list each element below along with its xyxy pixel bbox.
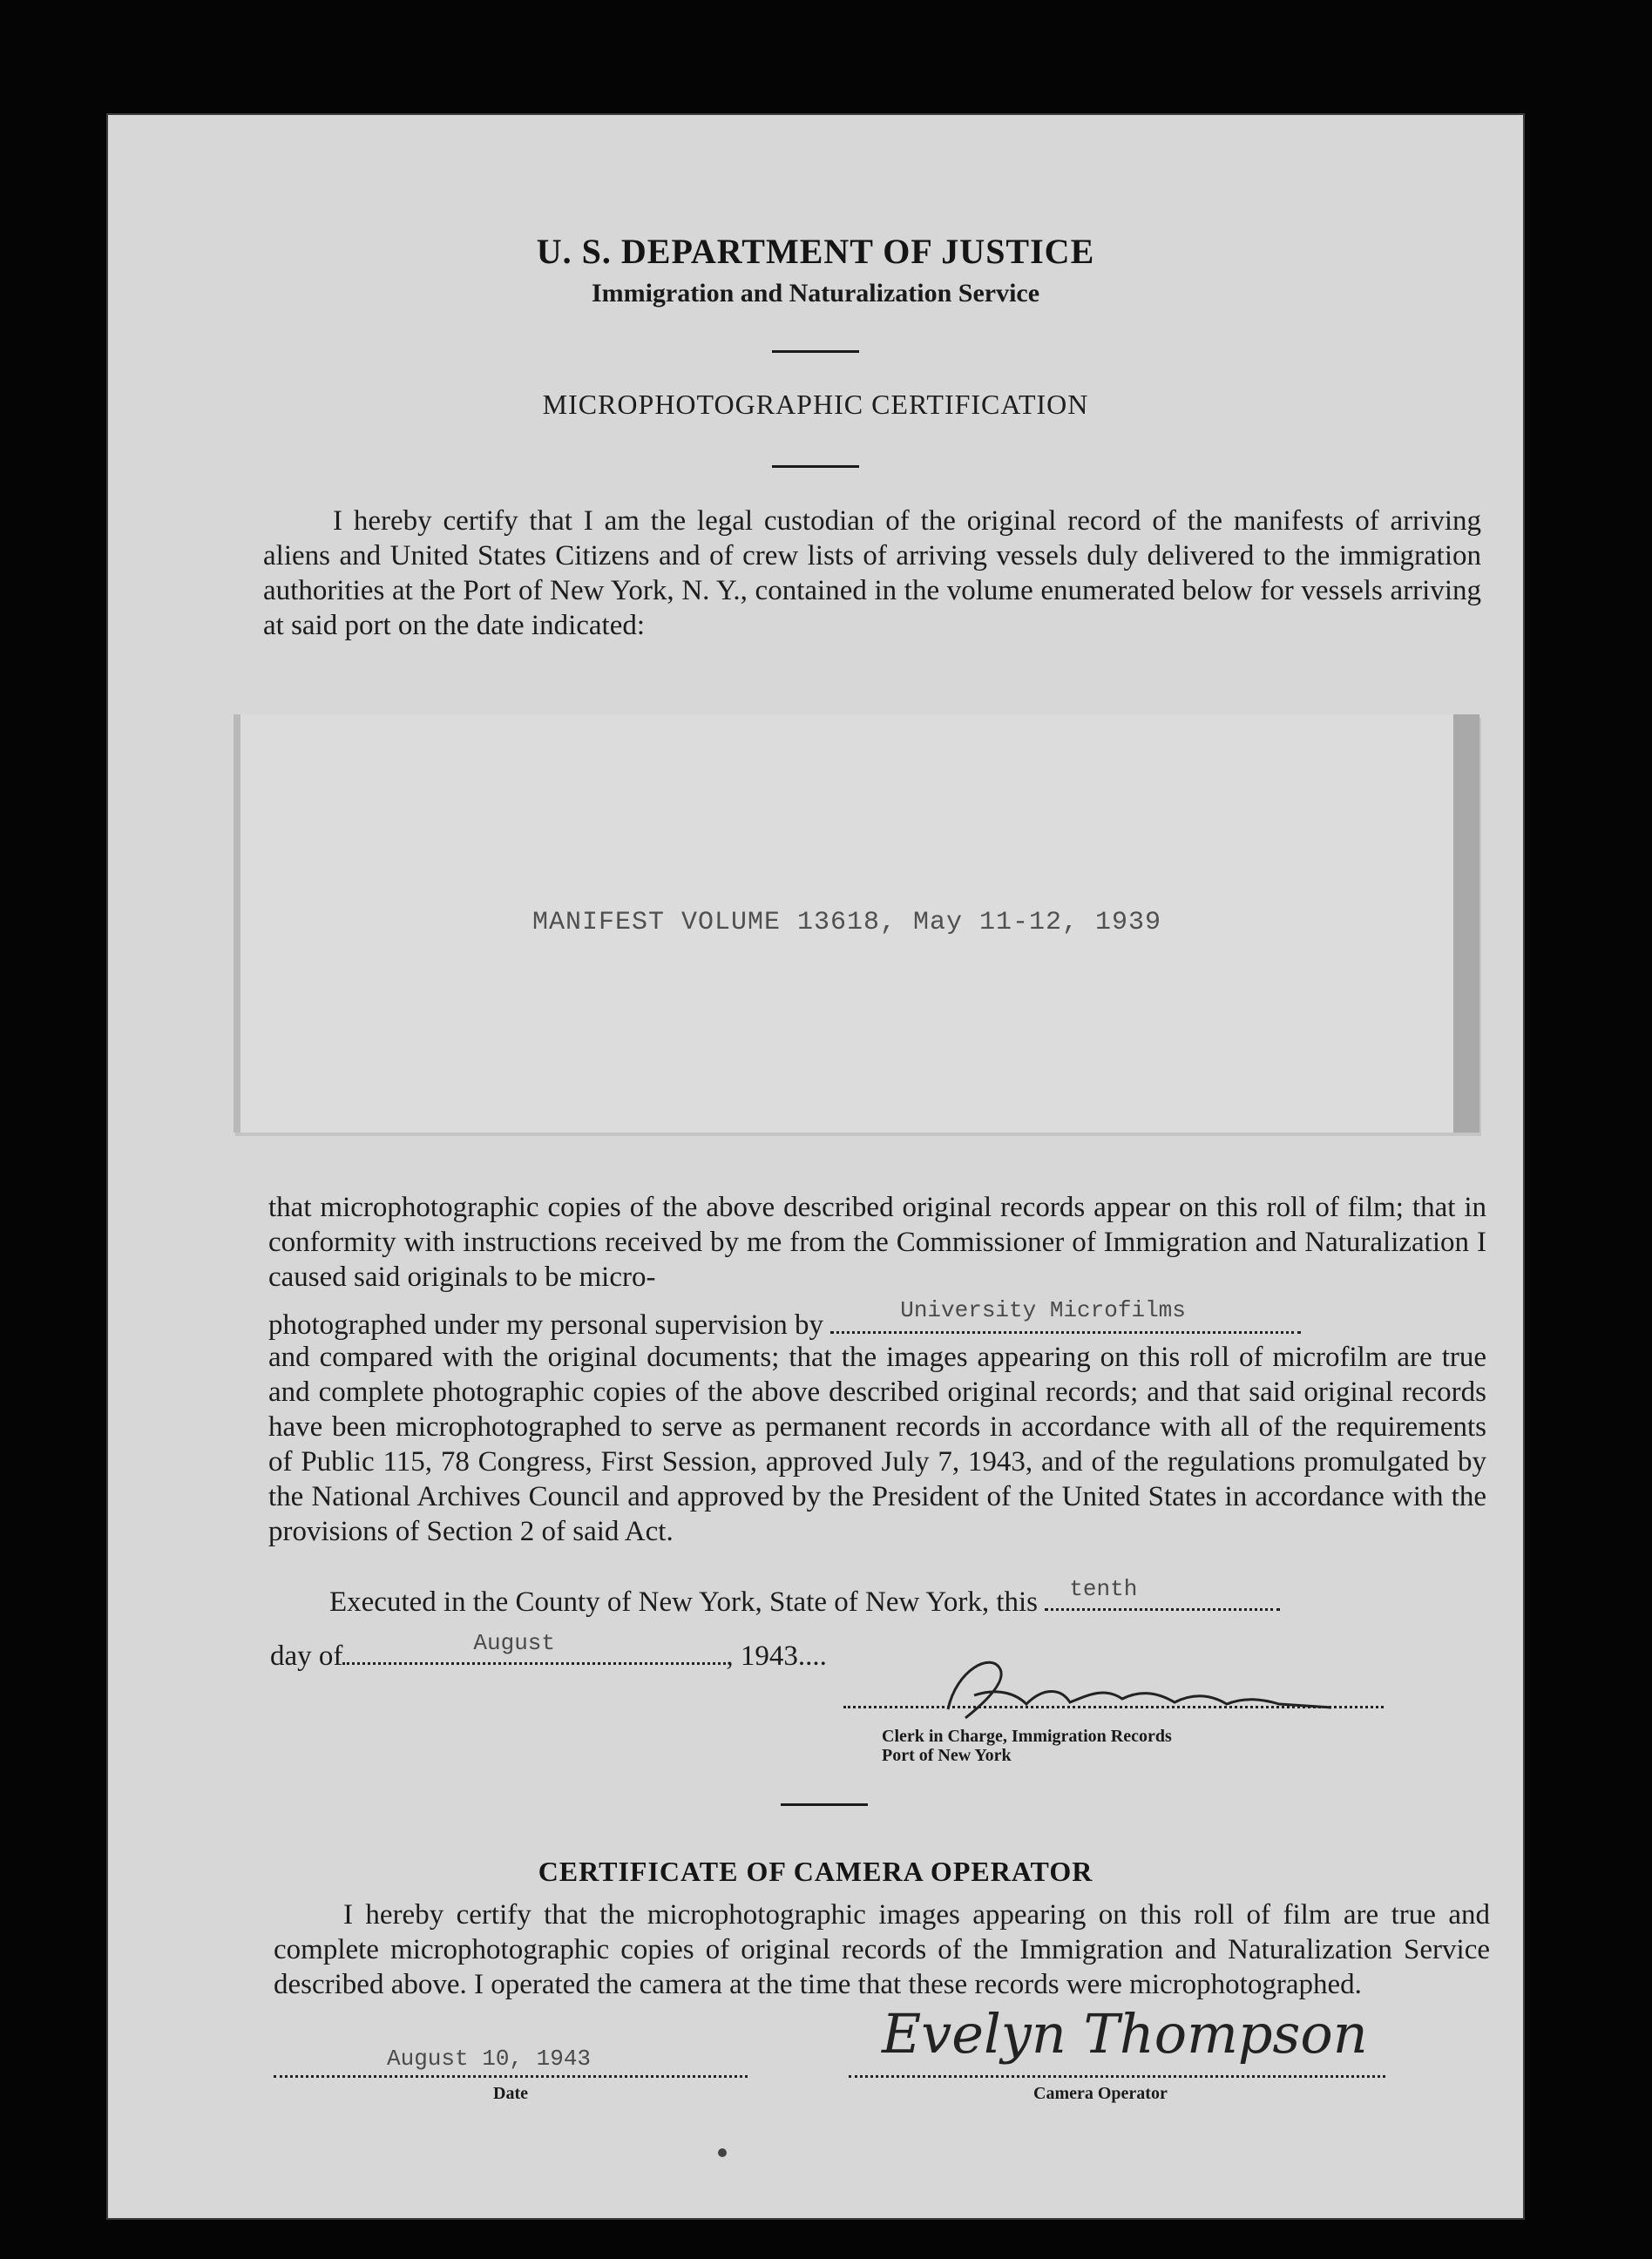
date-label: Date [493,2084,528,2103]
month-field [342,1630,726,1665]
clerk-signature [843,1634,1384,1739]
operator-signature-line [849,2075,1385,2078]
clerk-signature-mark [843,1634,1384,1739]
camera-certificate-paragraph [274,1897,1490,2002]
clerk-title-line1: Clerk in Charge, Immigration Records [882,1727,1172,1746]
punch-dot [718,2148,727,2157]
service-subheading: Immigration and Naturalization Service [591,279,1040,308]
photographed-by-line [268,1297,1486,1343]
volume-insert-card [234,714,1479,1133]
manifest-volume-text: MANIFEST VOLUME 13618, May 11-12, 1939 [531,908,1162,937]
operator-label: Camera Operator [1033,2084,1168,2103]
body-paragraph-part1 [268,1190,1486,1295]
date-value: August 10, 1943 [387,2046,592,2072]
form-title: MICROPHOTOGRAPHIC CERTIFICATION [542,389,1089,420]
divider-rule [772,350,859,353]
executed-line [329,1576,1488,1620]
photographed-by-label: photographed under my personal supervision by [268,1309,823,1341]
certificate-page [106,113,1525,2220]
department-heading: U. S. DEPARTMENT OF JUSTICE [536,232,1095,271]
body-text-2: and compared with the original documents; that the images appearing on this roll of microfilm are true and complete photographic copies of the above described original records; and that said original records have been microphotographed to serve as permanent records in accordance with all of the requirements of Public 115, 78 Congress, First Session, approved July 7, 1943, and of the regulations promulgated by the National Archives Council and approved by the President of the United States in accordance with the provisions of Section 2 of said Act. [268,1342,1486,1547]
clerk-signature-line [843,1706,1384,1708]
executed-label: Executed in the County of New York, State of New York, this [329,1586,1039,1618]
clerk-title [882,1727,1317,1765]
camera-certificate-text: I hereby certify that the microphotographic images appearing on this roll of film are true and complete microphotographic copies of original records of the Immigration and Naturalization Service described above. I operated the camera at the time that these records were microphotographed. [274,1899,1490,2000]
day-of-label: day of [270,1640,343,1672]
intro-paragraph [263,504,1481,643]
divider-rule [772,465,859,468]
camera-certificate-title: CERTIFICATE OF CAMERA OPERATOR [538,1856,1093,1887]
photographed-by-field [830,1297,1301,1334]
body-text-1: that microphotographic copies of the above described original records appear on this roll of film; that in conformity with instructions received by me from the Commissioner of Immigration and Naturalization I caused said originals to be micro- [268,1192,1486,1293]
photographed-by-value: University Microfilms [900,1297,1186,1323]
date-line [274,2075,748,2078]
clerk-title-line2: Port of New York [882,1746,1012,1765]
divider-rule [781,1803,868,1806]
day-field [1045,1576,1280,1611]
month-value: August [473,1630,556,1656]
body-paragraph-part2 [268,1340,1486,1549]
operator-signature: Evelyn Thompson [882,2002,1368,2066]
intro-text: I hereby certify that I am the legal custodian of the original record of the manifests of arriving aliens and United States Citizens and of crew lists of arriving vessels duly delivered to the immigration authorities at the Port of New York, N. Y., contained in the volume enumerated below for vessels arriving at said port on the date indicated: [263,505,1481,641]
day-value: tenth [1069,1576,1138,1602]
year-label: , 1943.... [726,1640,827,1672]
